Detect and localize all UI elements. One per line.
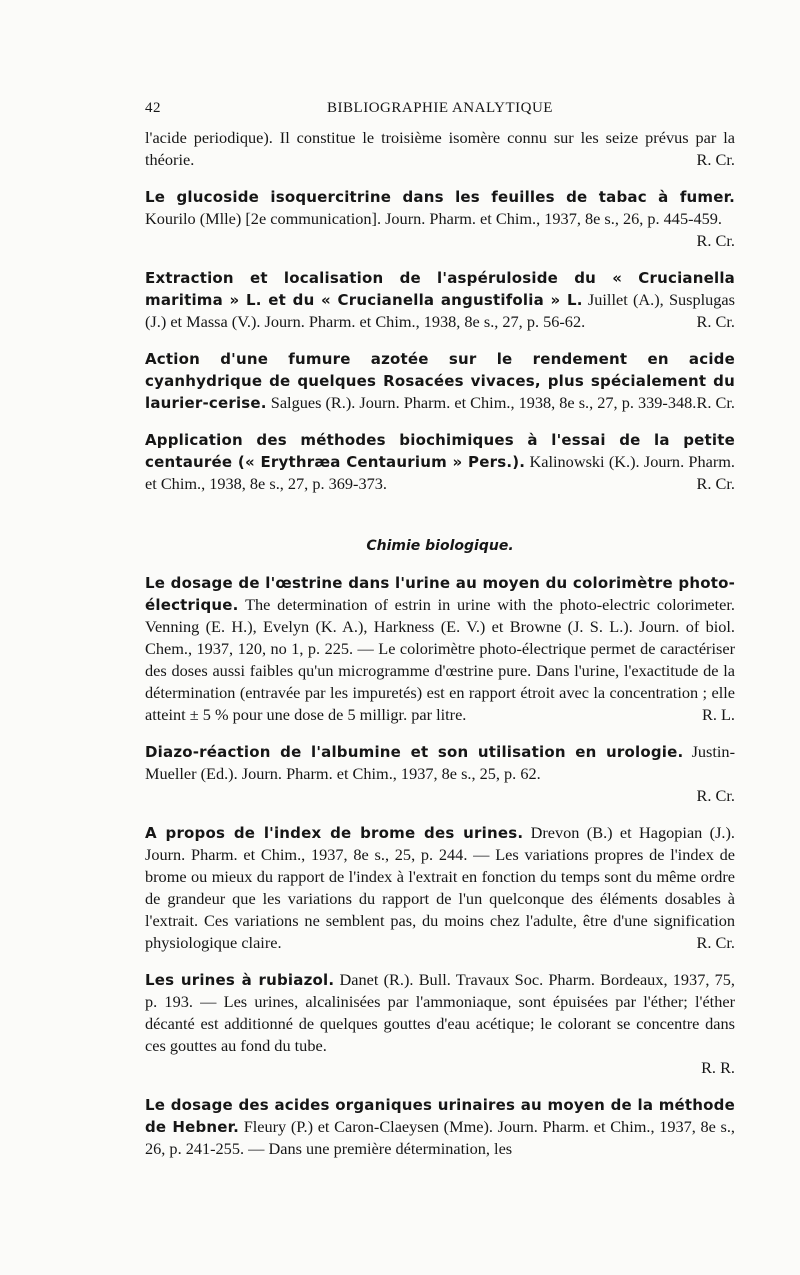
reviewer-signature: R. Cr. (696, 393, 735, 412)
entry-title: Les urines à rubiazol. (145, 971, 335, 989)
entry-title: Application des méthodes biochimiques à l'essai de la petite centaurée (« Erythræa Centaurium » Pers.). (145, 431, 735, 471)
bibliography-entry (145, 429, 735, 495)
bibliography-entry (145, 822, 735, 954)
bibliography-entry (145, 348, 735, 414)
entry-title: A propos de l'index de brome des urines. (145, 824, 524, 842)
bibliography-entry (145, 741, 735, 785)
paragraph-text: l'acide periodique). Il constitue le troisième isomère connu sur les seize prévus par la théorie. (145, 128, 735, 169)
reviewer-signature: R. Cr. (696, 474, 735, 493)
reviewer-signature: R. Cr. (696, 312, 735, 331)
page-number: 42 (145, 100, 161, 116)
reviewer-signature: R. L. (701, 705, 735, 724)
section-heading: Chimie biologique. (366, 538, 514, 554)
running-title: BIBLIOGRAPHIE ANALYTIQUE (327, 100, 553, 116)
entry-reference: Fleury (P.) et Caron-Claeysen (Mme). Journ. Pharm. et Chim., 1937, 8e s., 26, p. 241-255. — Dans une première détermination, les (145, 1117, 736, 1158)
entry-title: Diazo-réaction de l'albumine et son utilisation en urologie. (145, 743, 684, 761)
reviewer-signature: R. Cr. (696, 150, 735, 169)
entry-reference: Kourilo (Mlle) [2e communication]. Journ. Pharm. et Chim., 1937, 8e s., 26, p. 445-459. (145, 209, 722, 228)
entry-reference: Salgues (R.). Journ. Pharm. et Chim., 1938, 8e s., 27, p. 339-348. (270, 393, 697, 412)
body-text (145, 127, 735, 1160)
entry-title: Le dosage de l'œstrine dans l'urine au moyen du colorimètre photo-électrique. (145, 574, 735, 614)
reviewer-signature: R. Cr. (696, 231, 735, 250)
bibliography-entry (145, 572, 735, 726)
entry-title: Le glucoside isoquercitrine dans les feuilles de tabac à fumer. (145, 188, 735, 206)
entry-title: Extraction et localisation de l'aspéruloside du « Crucianella maritima » L. et du « Crucianella angustifolia » L. (145, 269, 735, 309)
running-header (145, 100, 735, 124)
entry-reference: Kalinowski (K.). Journ. Pharm. et Chim., 1938, 8e s., 27, p. 369-373. (145, 452, 736, 493)
entry-reference: The determination of estrin in urine with the photo-electric colorimeter. Venning (E. H.), Evelyn (K. A.), Harkness (E. V.) et Browne (J. S. L.). Journ. of biol. Chem., 1937, 120, no 1, p. 225. — Le colorimètre photo-électrique permet de caractériser des doses aussi faibles qu'un microgramme d'œstrine pure. Dans l'urine, l'exactitude de la détermination (entravée par les impuretés) est en rapport étroit avec la concentration ; elle atteint ± 5 % pour une dose de 5 milligr. par litre. (145, 595, 736, 724)
entry-reference: Drevon (B.) et Hagopian (J.). Journ. Pharm. et Chim., 1937, 8e s., 25, p. 244. — Les variations propres de l'index de brome ou mieux du rapport de l'index à l'extrait en fonction du temps sont du même ordre de grandeur que les variations du rapport de l'un quelconque des éléments dosables à l'extrait. Ces variations ne semblent pas, du moins chez l'adulte, être d'une signification physiologique claire. (145, 823, 735, 952)
bibliography-entry (145, 186, 735, 252)
bibliography-entry (145, 1094, 735, 1160)
reviewer-signature: R. Cr. (696, 786, 735, 805)
entry-title: Action d'une fumure azotée sur le rendement en acide cyanhydrique de quelques Rosacées vivaces, plus spécialement du laurier-cerise. (145, 350, 735, 412)
entry-reference: Justin-Mueller (Ed.). Journ. Pharm. et Chim., 1937, 8e s., 25, p. 62. (145, 742, 735, 783)
entry-reference: Juillet (A.), Susplugas (J.) et Massa (V.). Journ. Pharm. et Chim., 1938, 8e s., 27, p. 56-62. (145, 290, 735, 331)
entry-reference: Danet (R.). Bull. Travaux Soc. Pharm. Bordeaux, 1937, 75, p. 193. — Les urines, alcalinisées par l'ammoniaque, sont épuisées par l'éther; l'éther décanté est additionné de quelques gouttes d'eau acétique; le colorant se concentre dans ces gouttes au fond du tube. (145, 970, 735, 1055)
reviewer-signature: R. R. (701, 1058, 735, 1077)
continued-paragraph (145, 127, 735, 171)
entry-title: Le dosage des acides organiques urinaires au moyen de la méthode de Hebner. (145, 1096, 735, 1136)
bibliography-entry (145, 267, 735, 333)
reviewer-signature: R. Cr. (696, 933, 735, 952)
bibliography-entry (145, 969, 735, 1057)
